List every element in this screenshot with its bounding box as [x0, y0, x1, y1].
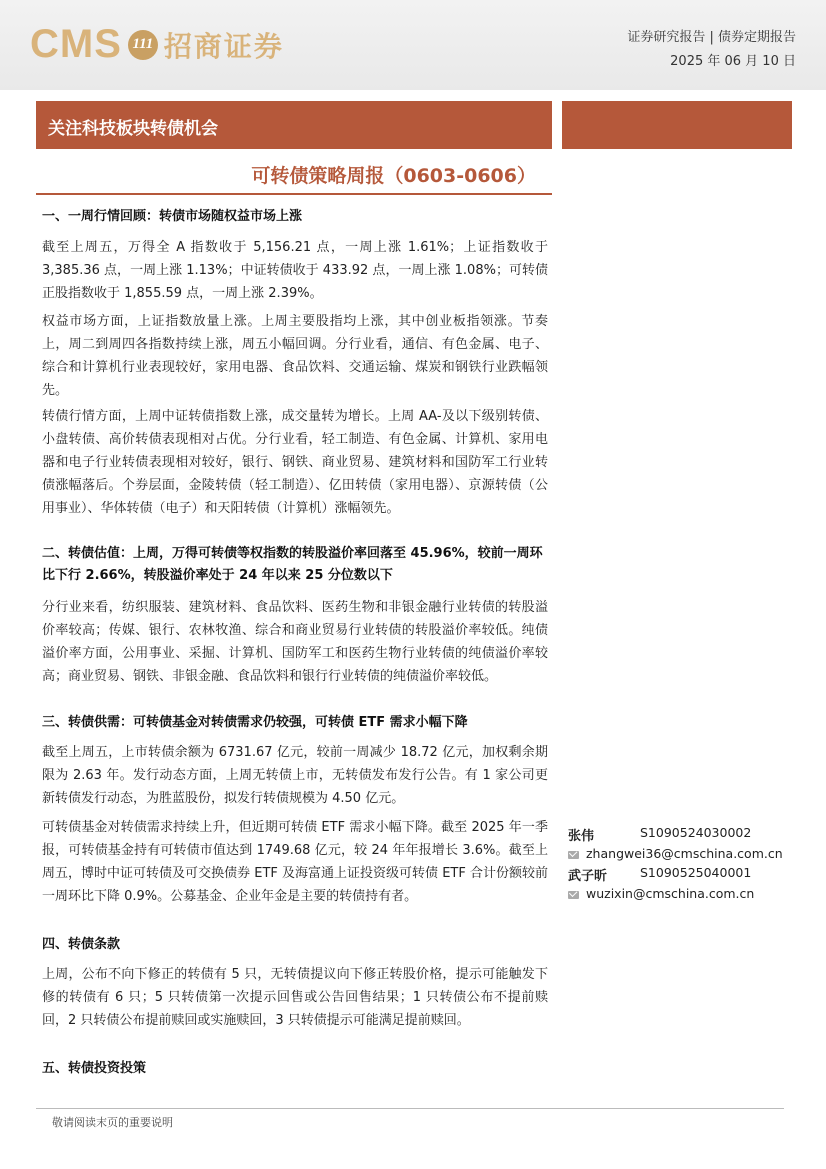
subtitle-divider	[36, 193, 552, 195]
report-date: 2025 年 06 月 10 日	[670, 54, 796, 69]
analyst-1-name: 张伟	[568, 829, 595, 844]
report-title: 关注科技板块转债机会	[48, 119, 218, 139]
analyst-1-id: S1090524030002	[640, 825, 752, 840]
logo-latin: CMS	[30, 22, 122, 66]
analyst-2-email[interactable]: wuzixin@cmschina.com.cn	[586, 886, 755, 901]
section-5-heading: 五、转债投资投策	[42, 1061, 147, 1076]
section-3-paragraph-2: 可转债基金对转债需求持续上升，但近期可转债 ETF 需求小幅下降。截至 2025 年一季报，可转债基金持有可转债市值达到 1749.68 亿元，较 24 年年报增长 3.6%。截至上周五，博时中证可转债及可交换债券 ETF 及海富通上证投资级可转债 ETF 合计份额较前一周环比下降 0.9%。公募基金、企业年金是主要的转债持有者。	[42, 820, 548, 904]
section-3-heading: 三、转债供需：可转债基金对转债需求仍较强，可转债 ETF 需求小幅下降	[42, 715, 468, 730]
footer-note: 敬请阅读末页的重要说明	[52, 1116, 173, 1129]
analyst-2-id: S1090525040001	[640, 865, 752, 880]
sidebar-bar	[562, 101, 792, 149]
footer-divider	[36, 1108, 784, 1109]
section-4-heading: 四、转债条款	[42, 937, 121, 952]
section-1-paragraph-3: 转债行情方面，上周中证转债指数上涨，成交量转为增长。上周 AA-及以下级别转债、小盘转债、高价转债表现相对占优。分行业看，轻工制造、有色金属、计算机、家用电器和电子行业转债表现相对较好，银行、钢铁、商业贸易、建筑材料和国防军工行业转债涨幅落后。个券层面，金陵转债（轻工制造）、亿田转债（家用电器）、京源转债（公用事业）、华体转债（电子）和天阳转债（计算机）涨幅领先。	[42, 409, 548, 516]
section-1-heading: 一、一周行情回顾：转债市场随权益市场上涨	[42, 209, 303, 224]
section-2-paragraph-1: 分行业来看，纺织服装、建筑材料、食品饮料、医药生物和非银金融行业转债的转股溢价率较高；传媒、银行、农林牧渔、综合和商业贸易行业转债的转股溢价率较低。纯债溢价率方面，公用事业、采掘、计算机、国防军工和医药生物行业转债的纯债溢价率较高；商业贸易、钢铁、非银金融、食品饮料和银行行业转债的纯债溢价率较低。	[42, 600, 548, 684]
analyst-2-email-row[interactable]	[568, 886, 754, 901]
mail-icon	[568, 851, 579, 859]
analyst-2-name: 武子昕	[568, 869, 608, 884]
report-subtitle: 可转债策略周报（0603-0606）	[251, 165, 536, 187]
section-4-paragraph-1: 上周，公布不向下修正的转债有 5 只，无转债提议向下修正转股价格，提示可能触发下修的转债有 6 只；5 只转债第一次提示回售或公告回售结果；1 只转债公布不提前赎回，2 只转债公布提前赎回或实施赎回，3 只转债提示可能满足提前赎回。	[42, 967, 548, 1028]
analyst-2	[568, 865, 752, 884]
section-3-paragraph-1: 截至上周五，上市转债余额为 6731.67 亿元，较前一周减少 18.72 亿元，加权剩余期限为 2.63 年。发行动态方面，上周无转债上市，无转债发布发行公告。有 1 家公司更新转债发行动态，为胜蓝股份，拟发行转债规模为 4.50 亿元。	[42, 745, 548, 806]
analyst-1	[568, 825, 752, 844]
section-1-paragraph-1: 截至上周五，万得全 A 指数收于 5,156.21 点，一周上涨 1.61%；上证指数收于 3,385.36 点，一周上涨 1.13%；中证转债收于 433.92 点，一周上涨 1.08%；可转债正股指数收于 1,855.59 点，一周上涨 2.39%。	[42, 240, 548, 301]
logo-chinese: 招商证券	[163, 29, 284, 63]
analyst-1-email[interactable]: zhangwei36@cmschina.com.cn	[586, 846, 783, 861]
report-type: 证券研究报告 | 债券定期报告	[627, 30, 796, 45]
analyst-1-email-row[interactable]	[568, 846, 783, 861]
logo-emblem-icon: 111	[128, 30, 158, 60]
title-bar	[36, 101, 552, 149]
company-logo	[30, 22, 284, 67]
section-2-heading: 二、转债估值：上周，万得可转债等权指数的转股溢价率回落至 45.96%，较前一周环比下行 2.66%，转股溢价率处于 24 年以来 25 分位数以下	[42, 546, 543, 583]
section-1-paragraph-2: 权益市场方面，上证指数放量上涨。上周主要股指均上涨，其中创业板指领涨。节奏上，周二到周四各指数持续上涨，周五小幅回调。分行业看，通信、有色金属、电子、综合和计算机行业表现较好，家用电器、食品饮料、交通运输、煤炭和钢铁行业跌幅领先。	[42, 314, 548, 398]
mail-icon	[568, 891, 579, 899]
